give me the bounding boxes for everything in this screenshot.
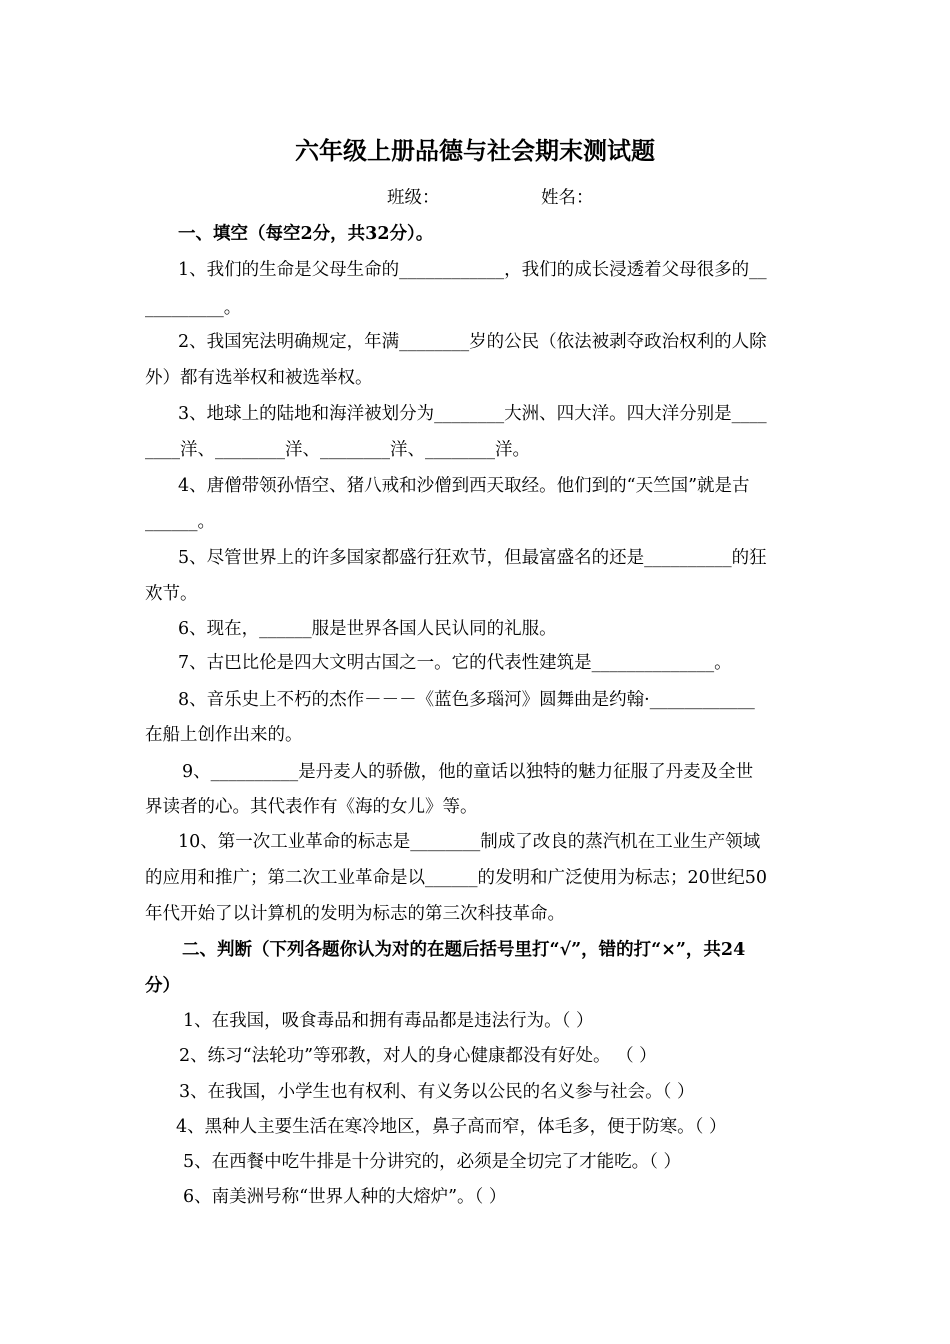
page-title: 六年级上册品德与社会期末测试题 xyxy=(295,136,655,165)
q5-line1: 5、尽管世界上的许多国家都盛行狂欢节，但最富盛名的还是__________的狂 xyxy=(178,548,767,568)
q8-line2: 在船上创作出来的。 xyxy=(145,725,303,745)
q7-line: 7、古巴比伦是四大文明古国之一。它的代表性建筑是______________。 xyxy=(178,653,732,673)
judge-item-4: 4、黑种人主要生活在寒冷地区，鼻子高而窄，体毛多，便于防寒。（ ） xyxy=(176,1117,727,1137)
section2-heading-line1: 二、判断（下列各题你认为对的在题后括号里打“√”，错的打“×”，共24 xyxy=(182,940,746,960)
q9-line1: 9、__________是丹麦人的骄傲，他的童话以独特的魅力征服了丹麦及全世 xyxy=(182,762,754,782)
q4-line2: ______。 xyxy=(145,512,215,532)
q3-line2: ____洋、________洋、________洋、________洋。 xyxy=(145,440,530,460)
q9-line2: 界读者的心。其代表作有《海的女儿》等。 xyxy=(145,797,478,817)
q2-line1: 2、我国宪法明确规定，年满________岁的公民（依法被剥夺政治权利的人除 xyxy=(178,332,767,352)
q4-line1: 4、唐僧带领孙悟空、猪八戒和沙僧到西天取经。他们到的“天竺国”就是古 xyxy=(178,476,750,496)
judge-item-6: 6、南美洲号称“世界人种的大熔炉”。（ ） xyxy=(183,1187,507,1207)
q3-line1: 3、地球上的陆地和海洋被划分为________大洲、四大洋。四大洋分别是____ xyxy=(178,404,767,424)
q10-line3: 年代开始了以计算机的发明为标志的第三次科技革命。 xyxy=(145,904,565,924)
q10-line2: 的应用和推广；第二次工业革命是以______的发明和广泛使用为标志；20世纪50 xyxy=(145,868,768,888)
q10-line1: 10、第一次工业革命的标志是________制成了改良的蒸汽机在工业生产领域 xyxy=(178,832,761,852)
judge-item-5: 5、在西餐中吃牛排是十分讲究的，必须是全切完了才能吃。（ ） xyxy=(183,1152,681,1172)
class-label: 班级： xyxy=(387,188,440,208)
q8-line1: 8、音乐史上不朽的杰作－－－《蓝色多瑙河》圆舞曲是约翰·____________ xyxy=(178,690,755,710)
q1-line2: _________。 xyxy=(145,298,242,318)
section2-heading-line2: 分） xyxy=(145,976,180,996)
section1-heading: 一、填空（每空2分，共32分）。 xyxy=(178,224,434,244)
judge-item-1: 1、在我国，吸食毒品和拥有毒品都是违法行为。（ ） xyxy=(183,1011,594,1031)
judge-item-2: 2、练习“法轮功”等邪教，对人的身心健康都没有好处。 （ ） xyxy=(179,1046,657,1066)
q2-line2: 外）都有选举权和被选举权。 xyxy=(145,368,373,388)
q5-line2: 欢节。 xyxy=(145,584,198,604)
q1-line1: 1、我们的生命是父母生命的____________，我们的成长浸透着父母很多的__ xyxy=(178,260,767,280)
q6-line: 6、现在，______服是世界各国人民认同的礼服。 xyxy=(178,619,557,639)
name-label: 姓名： xyxy=(541,188,594,208)
judge-item-3: 3、在我国，小学生也有权利、有义务以公民的名义参与社会。（ ） xyxy=(179,1082,695,1102)
